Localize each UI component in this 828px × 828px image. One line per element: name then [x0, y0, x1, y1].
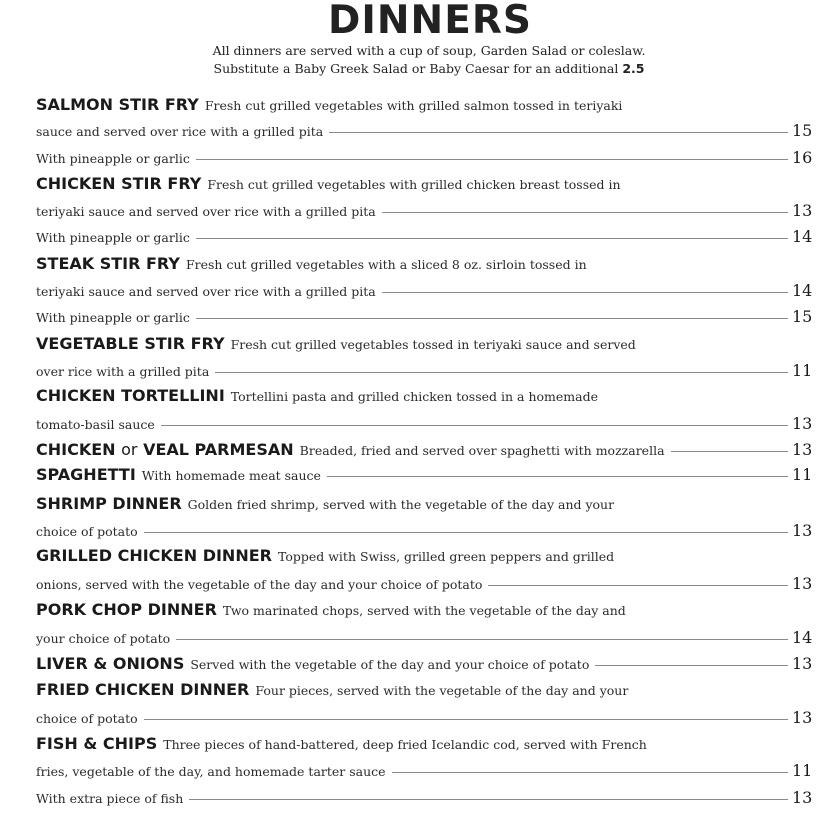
menu-item-fish-and-chips: [36, 734, 818, 758]
item-name: STEAK STIR FRY: [36, 254, 180, 273]
menu-item-line: [36, 361, 818, 385]
item-description: choice of potato: [36, 711, 138, 726]
menu-item-shrimp-dinner: [36, 494, 818, 518]
item-price: 14: [792, 628, 813, 647]
item-price: 13: [792, 201, 813, 220]
item-price: 13: [792, 574, 813, 593]
dotted-leader: [161, 425, 788, 426]
item-description: Breaded, fried and served over spaghetti with mozzarella: [299, 443, 665, 458]
item-price: 11: [792, 465, 813, 484]
item-price: 15: [792, 121, 813, 140]
menu-item-line: [36, 281, 818, 305]
item-description: Topped with Swiss, grilled green peppers and grilled: [277, 549, 615, 564]
item-description: Fresh cut grilled vegetables with grilled chicken breast tossed in: [207, 177, 621, 192]
dotted-leader: [176, 639, 788, 640]
menu-item-line: [36, 761, 818, 785]
menu-item-variant: [36, 148, 818, 172]
menu-item-salmon-stir-fry: [36, 95, 818, 119]
menu-item-chicken-tortellini: [36, 386, 818, 410]
item-name: PORK CHOP DINNER: [36, 600, 217, 619]
item-description: Fresh cut grilled vegetables tossed in teriyaki sauce and served: [230, 337, 636, 352]
menu-item-steak-stir-fry: [36, 254, 818, 278]
variant-description: With pineapple or garlic: [36, 230, 190, 245]
menu-item-liver-and-onions: [36, 654, 818, 678]
item-description: Served with the vegetable of the day and your choice of potato: [190, 657, 590, 672]
item-description: sauce and served over rice with a grilled pita: [36, 124, 324, 139]
menu-subtitle-price: 2.5: [622, 61, 645, 76]
item-description: Two marinated chops, served with the vegetable of the day and: [222, 603, 626, 618]
item-price: 13: [792, 654, 813, 673]
menu-item-line: [36, 574, 818, 598]
item-name: SPAGHETTI: [36, 465, 136, 484]
item-name: LIVER & ONIONS: [36, 654, 185, 673]
variant-price: 16: [792, 148, 813, 167]
item-name: CHICKEN TORTELLINI: [36, 386, 225, 405]
item-name: SHRIMP DINNER: [36, 494, 182, 513]
item-description: teriyaki sauce and served over rice with a grilled pita: [36, 204, 376, 219]
item-description: over rice with a grilled pita: [36, 364, 210, 379]
menu-title: DINNERS: [328, 0, 532, 43]
menu-item-line: [36, 628, 818, 652]
dotted-leader: [196, 238, 788, 239]
variant-description: With pineapple or garlic: [36, 310, 190, 325]
menu-item-line: [36, 121, 818, 145]
item-price: 13: [792, 440, 813, 459]
item-description: Golden fried shrimp, served with the vegetable of the day and your: [187, 497, 615, 512]
item-description: Three pieces of hand-battered, deep fried Icelandic cod, served with French: [163, 737, 647, 752]
item-name: CHICKEN STIR FRY: [36, 174, 202, 193]
item-name: FISH & CHIPS: [36, 734, 158, 753]
item-price: 13: [792, 708, 813, 727]
dotted-leader: [196, 318, 788, 319]
item-price: 11: [792, 761, 813, 780]
dotted-leader: [671, 451, 788, 452]
menu-subtitle-line-1: All dinners are served with a cup of soup, Garden Salad or coleslaw.: [212, 43, 646, 58]
menu-item-variant: [36, 788, 818, 812]
item-name: GRILLED CHICKEN DINNER: [36, 546, 272, 565]
menu-item-variant: [36, 227, 818, 251]
dotted-leader: [382, 292, 788, 293]
item-description: Tortellini pasta and grilled chicken tossed in a homemade: [230, 389, 598, 404]
item-description: fries, vegetable of the day, and homemade tarter sauce: [36, 764, 386, 779]
menu-item-line: [36, 521, 818, 545]
menu-item-spaghetti: [36, 465, 818, 489]
menu-item-line: [36, 201, 818, 225]
item-description: With homemade meat sauce: [141, 468, 321, 483]
item-price: 14: [792, 281, 813, 300]
item-price: 11: [792, 361, 813, 380]
item-name-or: or: [121, 440, 138, 459]
menu-item-variant: [36, 307, 818, 331]
dotted-leader: [144, 532, 788, 533]
dotted-leader: [196, 159, 788, 160]
dotted-leader: [327, 476, 788, 477]
dotted-leader: [144, 719, 788, 720]
menu-subtitle-text: Substitute a Baby Greek Salad or Baby Caesar for an additional: [213, 61, 619, 76]
item-name-part-a: CHICKEN: [36, 440, 116, 459]
item-name: SALMON STIR FRY: [36, 95, 199, 114]
item-name: FRIED CHICKEN DINNER: [36, 680, 250, 699]
dotted-leader: [382, 212, 788, 213]
variant-price: 15: [792, 307, 813, 326]
menu-item-chicken-or-veal-parmesan: [36, 440, 818, 464]
variant-description: With extra piece of fish: [36, 791, 184, 806]
item-price: 13: [792, 521, 813, 540]
item-description: choice of potato: [36, 524, 138, 539]
dotted-leader: [329, 132, 788, 133]
item-description: onions, served with the vegetable of the day and your choice of potato: [36, 577, 483, 592]
item-description: Fresh cut grilled vegetables with grilled salmon tossed in teriyaki: [204, 98, 623, 113]
dotted-leader: [488, 585, 788, 586]
variant-price: 13: [792, 788, 813, 807]
menu-item-line: [36, 414, 818, 438]
item-description: teriyaki sauce and served over rice with a grilled pita: [36, 284, 376, 299]
menu-subtitle-line-2: [0, 61, 828, 76]
menu-item-vegetable-stir-fry: [36, 334, 818, 358]
menu-item-fried-chicken-dinner: [36, 680, 818, 704]
variant-price: 14: [792, 227, 813, 246]
item-description: tomato-basil sauce: [36, 417, 155, 432]
item-description: Fresh cut grilled vegetables with a sliced 8 oz. sirloin tossed in: [185, 257, 587, 272]
item-price: 13: [792, 414, 813, 433]
item-description: your choice of potato: [36, 631, 171, 646]
item-name-part-b: VEAL PARMESAN: [143, 440, 294, 459]
menu-item-chicken-stir-fry: [36, 174, 818, 198]
item-name: [36, 440, 294, 459]
dotted-leader: [215, 372, 788, 373]
item-name: VEGETABLE STIR FRY: [36, 334, 225, 353]
item-description: Four pieces, served with the vegetable of the day and your: [255, 683, 629, 698]
dotted-leader: [189, 799, 788, 800]
dotted-leader: [595, 665, 788, 666]
dotted-leader: [392, 772, 788, 773]
variant-description: With pineapple or garlic: [36, 151, 190, 166]
menu-item-line: [36, 708, 818, 732]
menu-item-pork-chop-dinner: [36, 600, 818, 624]
menu-item-grilled-chicken-dinner: [36, 546, 818, 570]
